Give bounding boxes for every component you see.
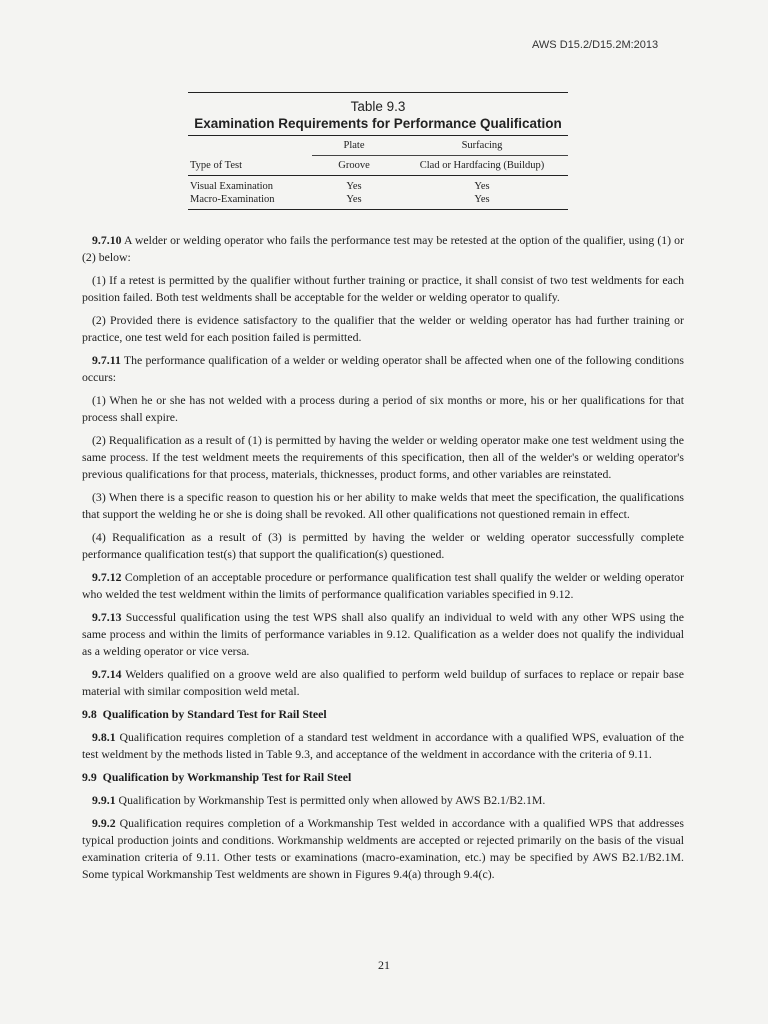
- paragraph-condition-2: (2) Requalification as a result of (1) is permitted by having the welder or welding operator make one test weldment using the same process. If the test weldment meets the requirements of this specification, then all of the welder's or welding operator's previous qualifications for that process, materials, thicknesses, product forms, and other variables are reinstated.: [82, 433, 684, 481]
- table-cell: Yes: [346, 181, 362, 192]
- paragraph-text: Qualification requires completion of a standard test weldment in accordance with a qualified WPS, evaluation of the test weldment by the methods listed in Table 9.3, and acceptance of the weldment in accordance with the criteria of 9.11.: [82, 730, 684, 761]
- table-row: [188, 193, 568, 210]
- section-title: Qualification by Workmanship Test for Rail Steel: [102, 770, 352, 784]
- paragraph-9-7-14: [82, 666, 684, 700]
- document-id-header: AWS D15.2/D15.2M:2013: [532, 39, 659, 51]
- examination-table: [188, 136, 568, 210]
- paragraph-text: Successful qualification using the test WPS shall also qualify an individual to weld with any other WPS using the same process and within the limits of performance variables in 9.12. Qualification as a welder does not qualify the individual as a welding operator or vice versa.: [82, 610, 684, 658]
- clause-number: 9.7.11: [92, 353, 121, 367]
- paragraph-9-9-1: [82, 792, 684, 809]
- section-number: 9.8: [82, 707, 97, 721]
- page-number: 21: [378, 958, 390, 972]
- paragraph-9-9-2: [82, 815, 684, 883]
- clause-number: 9.8.1: [92, 730, 116, 744]
- table-cell: Macro-Examination: [188, 193, 312, 210]
- table-cell: Yes: [312, 193, 396, 210]
- section-heading-9-8: [82, 706, 684, 723]
- paragraph-text: Completion of an acceptable procedure or performance qualification test shall qualify the welder or welding operator who welded the test weldment within the limits of performance qualification variables specified in 9.12.: [82, 570, 684, 601]
- paragraph-9-7-11: [82, 352, 684, 386]
- table-header-cell: Clad or Hardfacing (Buildup): [396, 156, 568, 176]
- paragraph-condition-3: (3) When there is a specific reason to question his or her ability to make welds that meet the specification, the qualifications that support the welding he or she is doing shall be revoked. All other qualifications not questioned remain in effect.: [82, 490, 684, 521]
- paragraph-9-7-12: [82, 569, 684, 603]
- table-group-header-row: [188, 136, 568, 156]
- section-title: Qualification by Standard Test for Rail Steel: [102, 707, 327, 721]
- table-header-cell: Type of Test: [188, 156, 312, 176]
- clause-number: 9.7.14: [92, 667, 122, 681]
- table-top-rule: [188, 92, 568, 93]
- paragraph-text: Qualification requires completion of a Workmanship Test welded in accordance with a qualified WPS that addresses typical production joints and conditions. Workmanship weldments are accepted or rejected primarily on the basis of the visual examination criteria of 9.11. Other tests or examinations (macro-examination, etc.) may be specified by AWS B2.1/B2.1M. Some typical Workmanship Test weldments are shown in Figures 9.4(a) through 9.4(c).: [82, 816, 684, 881]
- paragraph-text: The performance qualification of a welder or welding operator shall be affected when one of the following conditions occurs:: [82, 353, 684, 384]
- body-text: [82, 232, 684, 889]
- clause-number: 9.9.1: [92, 793, 116, 807]
- paragraph-9-7-13: [82, 609, 684, 660]
- table-group-plate: Plate: [312, 136, 396, 156]
- table-cell: Visual Examination: [190, 181, 274, 192]
- table-group-empty: [188, 136, 312, 156]
- table-header-cell: Groove: [312, 156, 396, 176]
- paragraph-text: Qualification by Workmanship Test is permitted only when allowed by AWS B2.1/B2.1M.: [118, 793, 546, 807]
- section-heading-9-9: [82, 769, 684, 786]
- table-9-3: [188, 92, 568, 210]
- table-title: Table 9.3: [350, 99, 406, 114]
- clause-number: 9.7.12: [92, 570, 122, 584]
- table-cell: Yes: [474, 181, 490, 192]
- paragraph-9-8-1: [82, 729, 684, 763]
- paragraph-retest-1: (1) If a retest is permitted by the qualifier without further training or practice, it shall consist of two test weldments for each position failed. Both test weldments shall be acceptable for the welder or welding operator to qualify.: [82, 273, 684, 304]
- clause-number: 9.9.2: [92, 816, 116, 830]
- table-row: [188, 176, 568, 194]
- table-cell: Yes: [396, 193, 568, 210]
- paragraph-retest-2: (2) Provided there is evidence satisfactory to the qualifier that the welder or welding operator has had further training or practice, one test weld for each position failed is permitted.: [82, 313, 684, 344]
- clause-number: 9.7.10: [92, 233, 122, 247]
- paragraph-condition-4: (4) Requalification as a result of (3) is permitted by having the welder or welding operator successfully complete performance qualification test(s) that support the qualification(s) questioned.: [82, 530, 684, 561]
- table-subtitle: Examination Requirements for Performance Qualification: [194, 116, 562, 131]
- paragraph-text: Welders qualified on a groove weld are also qualified to perform weld buildup of surfaces to replace or repair base material with similar composition weld metal.: [82, 667, 684, 698]
- clause-number: 9.7.13: [92, 610, 122, 624]
- table-header-row: [188, 156, 568, 176]
- section-number: 9.9: [82, 770, 97, 784]
- table-group-surfacing: Surfacing: [396, 136, 568, 156]
- paragraph-text: A welder or welding operator who fails the performance test may be retested at the option of the qualifier, using (1) or (2) below:: [82, 233, 684, 264]
- paragraph-condition-1: (1) When he or she has not welded with a process during a period of six months or more, his or her qualifications for that process shall expire.: [82, 393, 684, 424]
- paragraph-9-7-10: [82, 232, 684, 266]
